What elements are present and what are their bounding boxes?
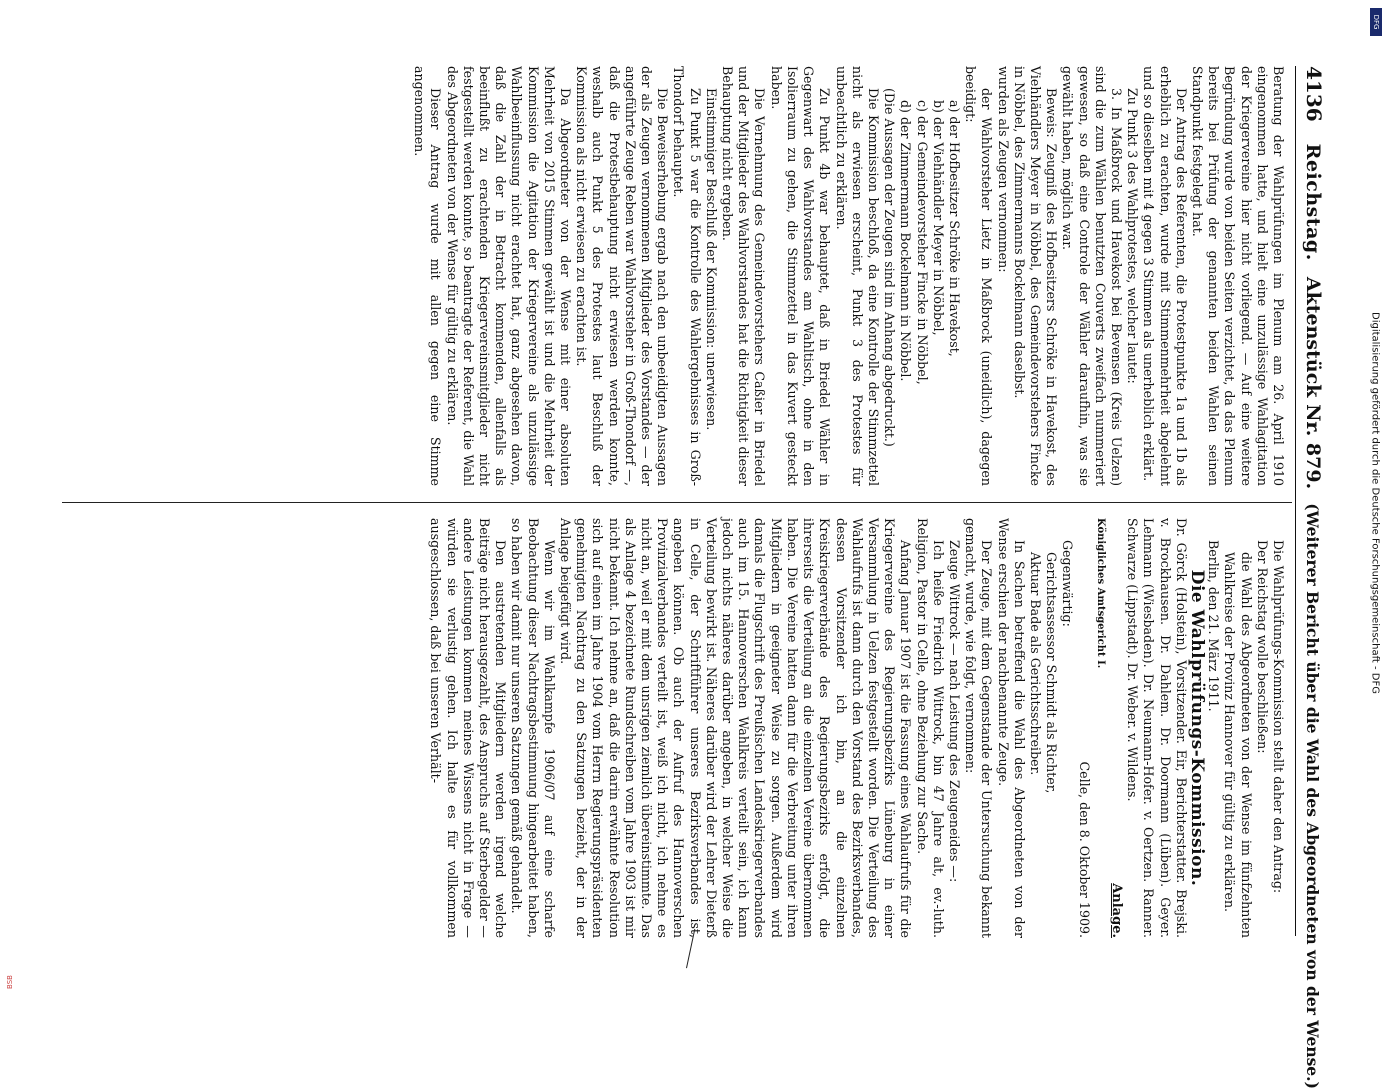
quoted-point: 3. In Maßbrock und Havekost bei Bevensen (Kreis Uelzen) sind die zum Wählen benutzten Couverts zweifach nummeriert gewesen, so daß eine Controle der Wähler daraufhin, was sie gewählt haben, möglich war. [1060,66,1124,486]
court-name: Königliches Amtsgericht I. [1094,518,1106,669]
list-item: c) der Gemeindevorsteher Fincke in Nöbbel, [914,100,930,385]
paragraph: Der Zeuge, mit dem Gegenstande der Untersuchung bekannt gemacht, wurde, wie folgt, vernommen: [963,518,995,938]
present-line: Gerichtsassessor Schmidt als Richter, [1044,552,1060,794]
paragraph: Die Wahlprüfungs-Kommission stellt daher den Antrag: [1271,540,1286,894]
list-item: b) der Viehhändler Meyer in Nöbbel, [930,100,946,336]
commission-members: Dr. Görck (Holstein), Vorsitzender. Eir, Berichterstatter. Brejski. v. Brockhausen. Dr. Dahlem. Dr. Doormann (Lüben). Geyer. Lehmann (Wiesbaden). Dr. Neumann-Hofer. v. Oertzen. Ranner. Schwarze (Lippstadt). Dr. Weber. v. Wildens. [1125,518,1189,938]
paragraph: In Sachen betreffend die Wahl des Abgeordneten von der Wense erschien der nachbenannte Zeuge. [995,518,1027,938]
paragraph: Ich heiße Friedrich Wittrock, bin 47 Jahre alt, ev.-luth. Religion, Pastor in Celle, ohne Beziehung zur Sache. [914,518,946,938]
paragraph: (Die Aussagen der Zeugen sind im Anhang abgedruckt.) [882,88,898,447]
header-rule [1295,66,1296,936]
paragraph: Zu Punkt 3 des Wahlprotestes, welcher lautet: [1125,88,1141,384]
signature-date: Berlin, den 21. März 1911. [1206,540,1222,712]
paragraph: Anfang Januar 1907 ist die Fassung eines Wahlaufrufs für die Kriegervereine des Regierungsbezirks Lüneburg in einer Versammlung in Uelzen festgestellt worden. Die Verteilung des Wahlaufrufs ist dann durch den Vorstand des Bezirksverbandes, dessen Vorsitzender ich bin, an die einzelnen Kreiskriegerverbände des Regierungsbezirks erfolgt, die ihrerseits die Verteilung an die einzelnen Vereine übernommen haben. Die Vereine hatten dann für die Verbreitung unter ihren Mitgliedern in geeigneter Weise zu sorgen. Außerdem wird damals die Flugschrift des Preußischen Landeskriegerverbandes auch im 15. Hannoverschen Wahlkreis verteilt sein, ich kann jedoch nichts näheres darüber angeben, in welcher Weise die Verteilung bewirkt ist. Näheres darüber wird der Lehrer Dieterß in Celle, der Schriftführer unseres Bezirksverbandes ist, angeben können. Ob auch der Aufruf des Hannoverschen Provinzialverbandes verteilt ist, weiß ich nicht, ich nehme es nicht an, weil er mit dem unsrigen ziemlich übereinstimmte. Das als Anlage 4 bezeichnete Rundschreiben vom Jahre 1903 ist mir nicht bekannt. Ich nehme an, daß die darin erwähnte Resolution sich auf einen im Jahre 1904 vom Herrn Regierungspräsidenten genehmigten Nachtrag zu den Satzungen bezieht, der in der Anlage beigefügt wird. [558,518,914,938]
paragraph: Die Vernehmung des Gemeindevorstehers Caßier in Briedel und der Mitglieder des Wahlvorstandes hat die Richtigkeit dieser Behauptung nicht ergeben. [720,66,768,486]
present-label: Gegenwärtig: [1060,540,1076,627]
header-body: Reichstag. [1302,143,1324,261]
left-column [411,66,1286,486]
bsb-mark: BSB [6,975,14,989]
paragraph: Da Abgeordneter von der Wense mit einer absoluten Mehrheit von 2015 Stimmen gewählt ist und die Mehrheit der Kommission die Agitation der Kriegervereine als unzulässige Wahlbeeinflussung nicht erachtet hat, ganz abgesehen davon, daß die Zahl der in Betracht kommenden, allenfalls als beeinflußt zu erachtenden Kriegervereinsmitglieder nicht festgestellt werden konnte, so beantragte der Referent, die Wahl des Abgeordneten von der Wense für gültig zu erklären. [444,66,574,486]
appendix-heading: Anlage. [1108,883,1124,938]
list-item: a) der Hofbesitzer Schröke in Havekost, [946,100,962,357]
digitization-credit [1368,8,1382,998]
dfg-logo: DFG [1370,8,1382,36]
paragraph: Beratung der Wahlprüfungen im Plenum am 26. April 1910 eingenommen hatte, und hielt eine unzulässige Wahlagitation der Kriegervereine hier nicht vorliegend. — Auf eine weitere Begründung wurde von beiden Seiten verzichtet, da das Plenum bereits bei Prüfung der genannten beiden Wahlen seinen Standpunkt festgelegt hat. [1189,66,1286,486]
motion-text: die Wahl des Abgeordneten von der Wense im fünfzehnten Wahlkreise der Provinz Hannover für gültig zu erklären. [1222,552,1254,938]
evidence: Beweis: Zeugniß des Hofbesitzers Schröke in Havekost, des Viehhändlers Meyer in Nöbbel, des Gemeindevorstehers Fincke in Nöbbel, des Zimmermanns Bockelmann daselbst. [1011,66,1060,486]
paragraph: Zeuge Wittrock — nach Leistung des Zeugeneides —: [946,540,962,883]
paragraph: Die Kommission beschloß, da eine Kontrolle der Stimmzettel nicht als erwiesen erscheint, Punkt 3 des Protestes für unbeachtlich zu erklären. [833,66,881,486]
paragraph: Einstimmiger Beschluß der Kommission: unerwiesen. [703,88,719,431]
place-date: Celle, den 8. Oktober 1909. [1076,761,1092,938]
right-column [427,518,1286,938]
header-document: Aktenstück Nr. 879. [1302,276,1324,490]
commission-title: Die Wahlprüfungs-Kommission. [1186,569,1207,887]
paragraph: wurden als Zeugen vernommen: [995,66,1011,273]
present-line: Aktuar Bade als Gerichtsschreiber. [1027,552,1043,776]
paragraph: Den austretenden Mitgliedern werden irgend welche Beiträge nicht herausgezahlt, des Anspruchs auf Sterbegelder — andere Leistungen kommen meines Wissens nicht in Frage — würden sie verlustig gehen. Ich halte es für vollkommen ausgeschlossen, daß bei unseren Verhält- [428,518,509,938]
motion-line: Der Reichstag wolle beschließen: [1254,540,1270,754]
page-header [1298,66,1326,1089]
page-content [61,66,1326,1089]
page-number: 4136 [1302,66,1326,122]
paragraph: Wenn wir im Wahlkampfe 1906/07 auf eine scharfe Beobachtung dieser Nachtragsbestimmung hingearbeitet haben, so haben wir damit nur unseren Satzungen gemäß gehandelt. [509,518,557,938]
paragraph: Der Antrag des Referenten, die Protestpunkte 1a und 1b als erheblich zu erachten, wurde mit Stimmenmehrheit abgelehnt und so dieselben mit 4 gegen 3 Stimmen als unerheblich erklärt. [1141,66,1189,486]
list-item: d) der Zimmermann Bockelmann in Nöbbel. [898,100,914,382]
paragraph: der Wahlvorsteher Lietz in Maßbrock (uneidlich), dagegen beeidigt: [963,66,995,486]
paragraph: Die Beweiserhebung ergab nach den unbeeidigten Aussagen der als Zeugen vernommenen Mitglieder des Vorstandes — der angeführte Zeuge Reben war Wahlvorsteher in Groß-Thondorf —, daß die Protestbehauptung nicht erwiesen werden konnte, weshalb auch Punkt 5 des Protestes laut Beschluß der Kommission als nicht erwiesen zu erachten ist. [574,66,671,486]
paragraph: Dieser Antrag wurde mit allen gegen eine Stimme angenommen. [412,66,444,486]
paragraph: Zu Punkt 4b war behauptet, daß in Briedel Wähler in Gegenwart des Wahlvorstandes am Wahltisch, ohne in den Isolierraum zu gehen, die Stimmzettel in das Kuvert gesteckt haben. [768,66,833,486]
credit-text: Digitalisierung gefördert durch die Deutsche Forschungsgemeinschaft - DFG [1369,311,1381,695]
header-subtitle: (Weiterer Bericht über die Wahl des Abgeordneten von der Wense.) [1303,503,1322,1089]
column-divider [62,502,1292,503]
paragraph: Zu Punkt 5 war die Kontrolle des Wahlergebnisses in Groß-Thondorf behauptet. [671,66,703,486]
